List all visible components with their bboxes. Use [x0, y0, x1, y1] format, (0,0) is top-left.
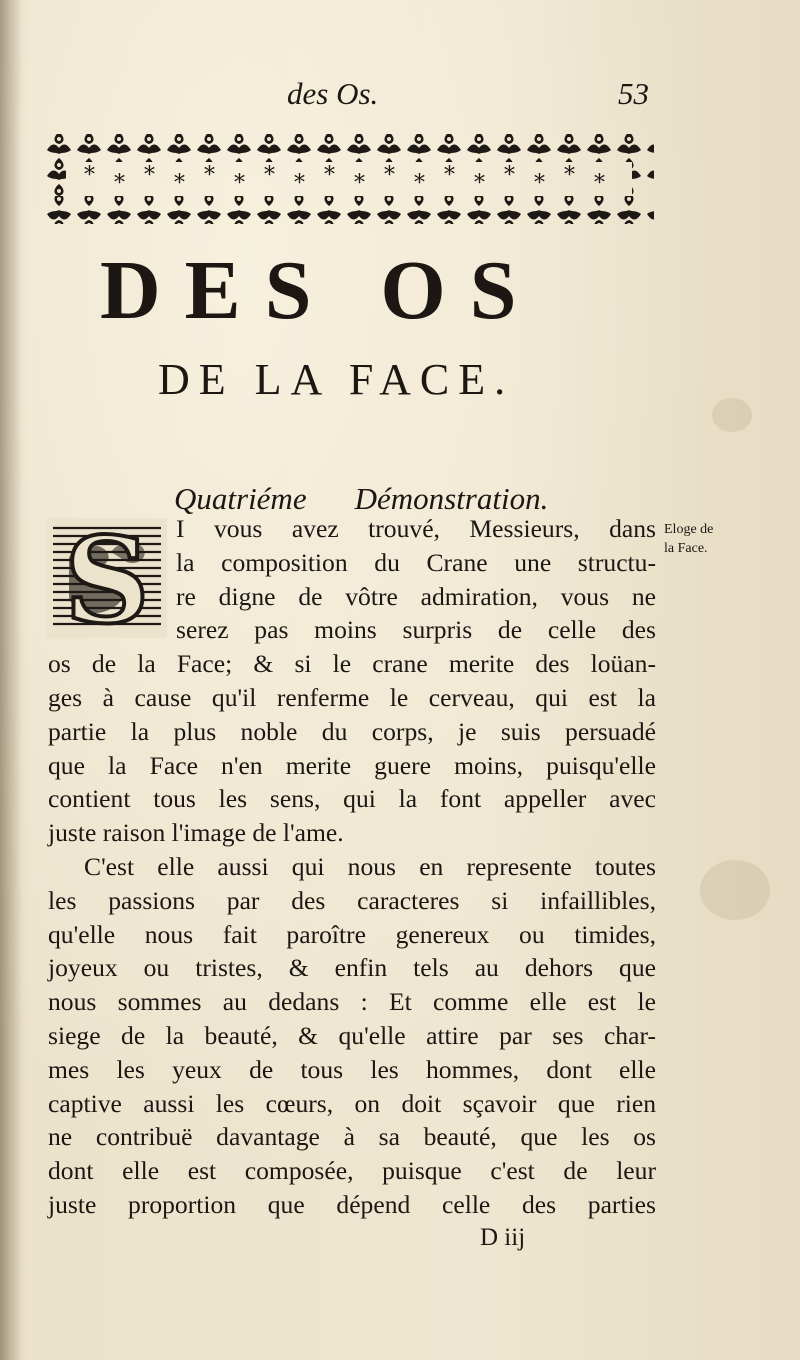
headpiece-ornament [44, 130, 654, 226]
svg-text:*: * [144, 163, 155, 188]
signature-mark: D iij [480, 1224, 526, 1251]
svg-text:*: * [594, 171, 605, 196]
running-head-title: des Os. [287, 76, 379, 111]
svg-text:*: * [324, 163, 335, 188]
body-text [48, 512, 656, 1222]
text-line: siege de la beauté, & qu'elle attire par ses char- [48, 1020, 656, 1050]
svg-text:*: * [534, 171, 545, 196]
text-line: dont elle est composée, puisque c'est de leur [48, 1156, 656, 1186]
text-line: juste raison l'image de l'ame. [48, 818, 344, 848]
chapter-title: DES OS [100, 244, 541, 337]
dropcap-letter: S [64, 518, 150, 638]
svg-text:*: * [264, 163, 275, 188]
svg-text:*: * [174, 171, 185, 196]
chapter-subtitle: DE LA FACE. [158, 355, 515, 404]
svg-text:*: * [114, 171, 125, 196]
text-line: ne contribuë davantage à sa beauté, que les os [48, 1122, 656, 1152]
text-line: les passions par des caracteres si infaillibles, [48, 885, 656, 915]
marginal-note-line: Eloge de [664, 522, 714, 537]
text-line: C'est elle aussi qui nous en represente toutes [84, 851, 656, 881]
text-line: qu'elle nous fait paroître genereux ou timides, [48, 919, 656, 949]
running-head [0, 72, 800, 112]
svg-text:*: * [294, 171, 305, 196]
text-line: que la Face n'en merite guere moins, puisqu'elle [48, 750, 656, 780]
svg-text:*: * [414, 171, 425, 196]
svg-text:*: * [444, 163, 455, 188]
text-line: juste proportion que dépend celle des parties [48, 1189, 656, 1219]
ornament-band-graphic [44, 130, 654, 226]
svg-text:*: * [564, 163, 575, 188]
svg-text:*: * [474, 171, 485, 196]
svg-text:*: * [234, 171, 245, 196]
text-line: captive aussi les cœurs, on doit sçavoir que rien [48, 1088, 656, 1118]
text-line: la composition du Crane une structu- [176, 547, 656, 577]
marginal-note [664, 520, 764, 558]
svg-text:*: * [204, 163, 215, 188]
svg-text:*: * [384, 163, 395, 188]
svg-text:*: * [504, 163, 515, 188]
text-line: partie la plus noble du corps, je suis persuadé [48, 716, 656, 746]
text-line: mes les yeux de tous les hommes, dont elle [48, 1054, 656, 1084]
svg-text:*: * [84, 163, 95, 188]
text-line: re digne de vôtre admiration, vous ne [176, 581, 656, 611]
binding-shadow [0, 0, 22, 1360]
text-line: nous sommes au dedans : Et comme elle est le [48, 987, 656, 1017]
text-line: serez pas moins surpris de celle des [176, 615, 656, 645]
page-number: 53 [618, 76, 649, 111]
text-line: os de la Face; & si le crane merite des loüan- [48, 649, 656, 679]
marginal-note-line: la Face. [664, 541, 708, 556]
text-line: contient tous les sens, qui la font appeller avec [48, 784, 656, 814]
svg-text:*: * [354, 171, 365, 196]
text-line: I vous avez trouvé, Messieurs, dans [176, 514, 656, 543]
text-line: joyeux ou tristes, & enfin tels au dehors que [48, 953, 656, 983]
paper-stain [700, 860, 770, 920]
section-heading-word: Démonstration. [354, 481, 549, 516]
text-line: ges à cause qu'il renferme le cerveau, qui est la [48, 682, 656, 712]
paper-stain [712, 398, 752, 432]
section-heading-ordinal: Quatriéme [174, 481, 307, 516]
